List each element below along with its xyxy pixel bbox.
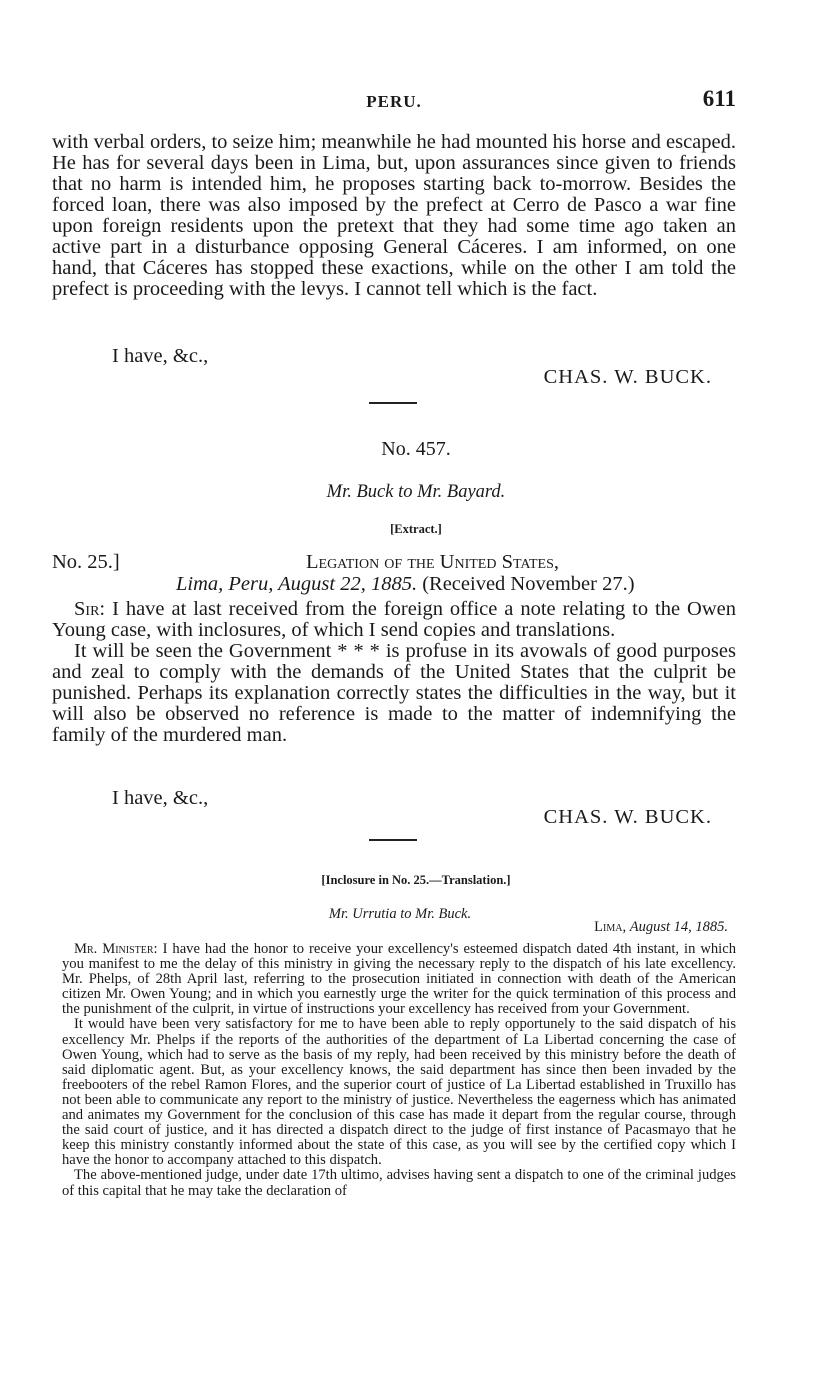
letter-body — [52, 599, 736, 746]
top-paragraph-block — [52, 132, 736, 300]
document-number: No. 457. — [381, 438, 451, 460]
running-head: PERU. — [366, 92, 422, 111]
top-paragraph: with verbal orders, to seize him; meanwhile he had mounted his horse and escaped. He has for several days been in Lima, but, upon assurances since given to friends that no harm is intended him, he proposes starting back to-morrow. Besides the forced loan, there was also imposed by the prefect at Cerro de Pasco a war fine upon foreign residents upon the pretext that they had some time ago taken an active part in a disturbance opposing General Cáceres. I am informed, on one hand, that Cáceres has stopped these exactions, while on the other I am told the prefect is proceeding with the levys. I cannot tell which is the fact. — [52, 131, 736, 300]
signer-2: CHAS. W. BUCK. — [543, 806, 712, 828]
signer-1: CHAS. W. BUCK. — [543, 366, 712, 388]
salutation: Sir: — [74, 598, 106, 620]
closing-1: I have, &c., — [112, 345, 209, 367]
extract-note: [Extract.] — [390, 522, 442, 536]
inclosure-paragraph-1: Mr. Minister: I have had the honor to receive your excellency's esteemed dispatch dated 4th instant, in which you manifest to me the delay of this ministry in giving the necessary reply to the dispatch of his late excellency. Mr. Phelps, of 28th April last, referring to the prosecution initiated in connection with death of the American citizen Mr. Owen Young; and in which you earnestly urge the writer for the quick termination of this process and the punishment of the culprit, in virtue of instructions your excellency has received from your Government. — [62, 941, 736, 1018]
page-number: 611 — [702, 86, 736, 111]
letter-paragraph-1: Sir: I have at last received from the foreign office a note relating to the Owen Young case, with inclosures, of which I send copies and translations. — [52, 598, 736, 641]
page-header — [52, 86, 736, 118]
dateline — [176, 573, 635, 596]
legation-heading: Legation of the United States, — [306, 551, 559, 573]
inclosure-paragraph-2: It would have been very satisfactory for me to have been able to reply opportunely to the said dispatch of his excellency Mr. Phelps if the reports of the authorities of the department of La Libertad concerning the case of Owen Young, which had to serve as the basis of my reply, had been received by this ministry before the death of said diplomatic agent. But, as your excellency knows, the said department has since then been invaded by the freebooters of the rebel Ramon Flores, and the superior court of justice of La Libertad established in Truxillo has not been able to communicate any report to the ministry of justice. Nevertheless the eagerness which has animated and animates my Government for the conclusion of this case has made it depart from the regular course, through the said court of justice, and it has directed a dispatch direct to the judge of first instance of Pacasmayo that he keep this ministry constantly informed about the state of this case, as you will see by the certified copy which I have the honor to accompany attached to this dispatch. — [62, 1016, 736, 1169]
inclosure-salutation: Mr. Minister: — [74, 941, 158, 957]
inclosure-label: [Inclosure in No. 25.—Translation.] — [321, 873, 511, 887]
document-title: Mr. Buck to Mr. Bayard. — [326, 482, 506, 502]
closing-2: I have, &c., — [112, 787, 209, 809]
section-divider-2 — [369, 839, 417, 841]
received-note: (Received November 27.) — [422, 573, 635, 595]
section-divider-1 — [369, 402, 417, 404]
inclosure-body — [62, 942, 736, 1199]
inclosure-dateline: Lima, August 14, 1885. — [594, 919, 728, 935]
dispatch-reference: No. 25.] — [52, 551, 120, 573]
letter-paragraph-2: It will be seen the Government * * * is profuse in its avowals of good purposes and zeal to comply with the demands of the United States that the culprit be punished. Perhaps its explanation correctly states the difficulties in the way, but it will also be observed no reference is made to the matter of indemnifying the family of the murdered man. — [52, 640, 736, 746]
date-place: Lima, Peru, August 22, 1885. — [176, 573, 418, 595]
inclosure-title: Mr. Urrutia to Mr. Buck. — [328, 906, 472, 922]
inclosure-paragraph-3: The above-mentioned judge, under date 17th ultimo, advises having sent a dispatch to one of the criminal judges of this capital that he may take the declaration of — [62, 1167, 736, 1199]
